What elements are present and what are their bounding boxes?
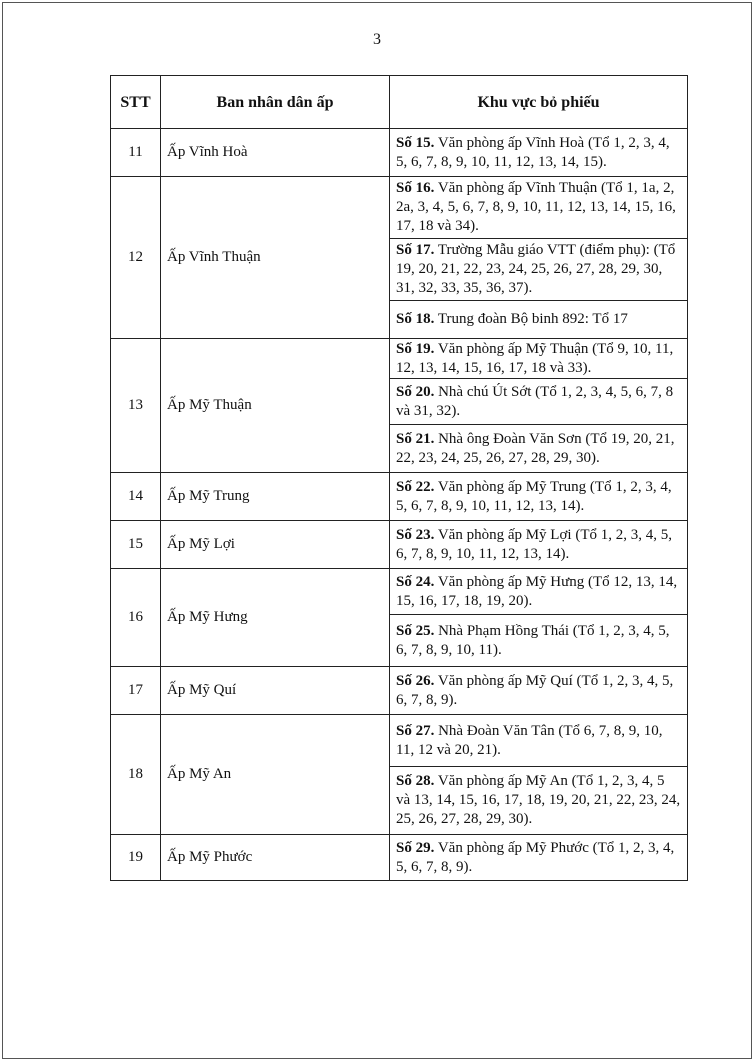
cell-stt: 13: [111, 339, 161, 473]
cell-area: Ấp Vĩnh Thuận: [161, 177, 390, 339]
polling-place-number: Số 29.: [396, 839, 435, 856]
polling-place-description: Văn phòng ấp Mỹ Thuận (Tổ 9, 10, 11, 12, 13, 14, 15, 16, 17, 18 và 33).: [396, 340, 674, 376]
cell-area: Ấp Mỹ Trung: [161, 473, 390, 521]
cell-stt: 12: [111, 177, 161, 339]
polling-place-description: Văn phòng ấp Vĩnh Hoà (Tổ 1, 2, 3, 4, 5, 6, 7, 8, 9, 10, 11, 12, 13, 14, 15).: [396, 134, 670, 170]
cell-stt: 17: [111, 667, 161, 715]
polling-place-description: Văn phòng ấp Vĩnh Thuận (Tổ 1, 1a, 2, 2a, 3, 4, 5, 6, 7, 8, 9, 10, 11, 12, 13, 14, 15, 16, 17, 18 và 34).: [396, 180, 676, 234]
page-number: 3: [373, 31, 381, 48]
polling-place-description: Văn phòng ấp Mỹ Lợi (Tổ 1, 2, 3, 4, 5, 6, 7, 8, 9, 10, 11, 12, 13, 14).: [396, 526, 672, 562]
polling-place-number: Số 28.: [396, 773, 435, 789]
cell-polling-place: [390, 767, 688, 835]
cell-polling-place: [390, 667, 688, 715]
cell-polling-place: [390, 239, 688, 301]
polling-place-number: Số 27.: [396, 722, 435, 739]
cell-polling-place: [390, 339, 688, 379]
cell-polling-place: [390, 177, 688, 239]
cell-area: Ấp Mỹ Lợi: [161, 521, 390, 569]
table-row: [111, 835, 688, 881]
cell-polling-place: [390, 473, 688, 521]
polling-place-description: Nhà ông Đoàn Văn Sơn (Tổ 19, 20, 21, 22, 23, 24, 25, 26, 27, 28, 29, 30).: [396, 430, 675, 466]
polling-place-number: Số 24.: [396, 573, 435, 590]
cell-polling-place: [390, 715, 688, 767]
cell-polling-place: [390, 615, 688, 667]
cell-polling-place: [390, 521, 688, 569]
table-row: [111, 339, 688, 379]
table-row: [111, 667, 688, 715]
cell-area: Ấp Mỹ Quí: [161, 667, 390, 715]
table-row: [111, 715, 688, 767]
polling-place-description: Trung đoàn Bộ binh 892: Tổ 17: [434, 311, 628, 327]
cell-polling-place: [390, 379, 688, 425]
table-row: [111, 569, 688, 615]
cell-area: Ấp Mỹ An: [161, 715, 390, 835]
cell-stt: 14: [111, 473, 161, 521]
polling-place-description: Văn phòng ấp Mỹ An (Tổ 1, 2, 3, 4, 5 và 13, 14, 15, 16, 17, 18, 19, 20, 21, 22, 23, 24, 25, 26, 27, 28, 29, 30).: [396, 773, 681, 827]
polling-place-number: Số 21.: [396, 430, 435, 447]
table-row: [111, 129, 688, 177]
cell-polling-place: [390, 301, 688, 339]
polling-place-description: Nhà Đoàn Văn Tân (Tổ 6, 7, 8, 9, 10, 11, 12 và 20, 21).: [396, 722, 663, 758]
table-row: [111, 177, 688, 239]
polling-place-description: Nhà chú Út Sớt (Tổ 1, 2, 3, 4, 5, 6, 7, 8 và 31, 32).: [396, 383, 674, 419]
cell-area: Ấp Mỹ Thuận: [161, 339, 390, 473]
cell-polling-place: [390, 425, 688, 473]
polling-place-description: Nhà Phạm Hồng Thái (Tổ 1, 2, 3, 4, 5, 6, 7, 8, 9, 10, 11).: [396, 622, 670, 658]
table-row: [111, 521, 688, 569]
polling-place-description: Văn phòng ấp Mỹ Trung (Tổ 1, 2, 3, 4, 5, 6, 7, 8, 9, 10, 11, 12, 13, 14).: [396, 478, 672, 514]
polling-place-number: Số 18.: [396, 311, 435, 327]
cell-stt: 19: [111, 835, 161, 881]
polling-table: [110, 75, 688, 881]
polling-place-number: Số 23.: [396, 526, 435, 543]
header-stt: STT: [111, 76, 161, 129]
polling-place-number: Số 25.: [396, 622, 435, 639]
table-header-row: [111, 76, 688, 129]
cell-stt: 18: [111, 715, 161, 835]
cell-area: Ấp Mỹ Hưng: [161, 569, 390, 667]
table-body: [111, 129, 688, 881]
table-row: [111, 473, 688, 521]
polling-place-description: Văn phòng ấp Mỹ Phước (Tổ 1, 2, 3, 4, 5, 6, 7, 8, 9).: [396, 839, 675, 875]
polling-place-description: Văn phòng ấp Mỹ Quí (Tổ 1, 2, 3, 4, 5, 6, 7, 8, 9).: [396, 672, 674, 708]
polling-place-description: Trường Mẫu giáo VTT (điểm phụ): (Tổ 19, 20, 21, 22, 23, 24, 25, 26, 27, 28, 29, 30, 31, 32, 33, 35, 36, 37).: [396, 242, 676, 296]
cell-polling-place: [390, 835, 688, 881]
header-area: Ban nhân dân ấp: [161, 76, 390, 129]
polling-place-number: Số 26.: [396, 672, 435, 689]
polling-place-number: Số 16.: [396, 180, 435, 196]
cell-stt: 11: [111, 129, 161, 177]
cell-stt: 15: [111, 521, 161, 569]
polling-place-number: Số 22.: [396, 478, 435, 495]
polling-place-number: Số 19.: [396, 340, 435, 357]
header-place: Khu vực bỏ phiếu: [390, 76, 688, 129]
polling-place-number: Số 17.: [396, 242, 435, 258]
polling-place-description: Văn phòng ấp Mỹ Hưng (Tổ 12, 13, 14, 15, 16, 17, 18, 19, 20).: [396, 573, 678, 609]
cell-stt: 16: [111, 569, 161, 667]
cell-area: Ấp Mỹ Phước: [161, 835, 390, 881]
polling-place-number: Số 15.: [396, 134, 435, 151]
cell-polling-place: [390, 129, 688, 177]
cell-area: Ấp Vĩnh Hoà: [161, 129, 390, 177]
cell-polling-place: [390, 569, 688, 615]
polling-place-number: Số 20.: [396, 383, 435, 400]
